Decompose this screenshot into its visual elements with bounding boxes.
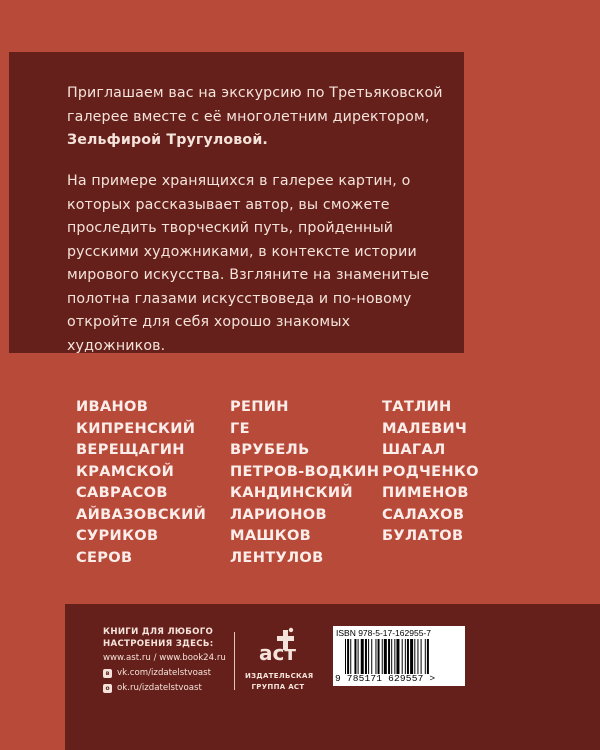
ast-logo	[245, 626, 314, 692]
barcode-bar	[375, 639, 376, 674]
artist-name: РОДЧЕНКО	[382, 462, 479, 480]
barcode-bar	[405, 639, 406, 674]
barcode-bar	[394, 639, 395, 674]
ast-logo-icon	[245, 626, 311, 666]
barcode-bar	[345, 639, 346, 674]
barcode-bar	[425, 639, 426, 674]
artist-name: ГЕ	[230, 419, 250, 437]
artist-name: ПИМЕНОВ	[382, 484, 469, 501]
ok-icon: о	[103, 684, 112, 693]
promo-title-line-1: КНИГИ ДЛЯ ЛЮБОГО	[103, 627, 214, 637]
artist-name: СУРИКОВ	[76, 527, 159, 544]
barcode-bars	[345, 639, 457, 674]
artist-name: МАЛЕВИЧ	[382, 419, 468, 437]
artist-name: ИВАНОВ	[76, 398, 149, 415]
websites-link[interactable]: www.ast.ru / www.book24.ru	[103, 653, 226, 663]
barcode-bar	[378, 639, 380, 674]
artist-column-3	[382, 396, 479, 547]
artist-column-1	[76, 396, 206, 568]
barcode-bar	[358, 639, 359, 674]
barcode-bar	[354, 639, 356, 674]
artist-name: ВРУБЕЛЬ	[230, 441, 310, 458]
barcode-bar	[350, 639, 351, 674]
publisher-name-line-2: ГРУППА АСТ	[251, 683, 305, 691]
promo-title-line-2: НАСТРОЕНИЯ ЗДЕСЬ:	[103, 638, 214, 649]
artist-name: ШАГАЛ	[382, 441, 446, 458]
barcode-bar	[427, 639, 429, 674]
barcode-bar	[391, 639, 392, 674]
artist-name: БУЛАТОВ	[382, 527, 464, 544]
artist-name: САВРАСОВ	[76, 484, 168, 501]
vk-icon: в	[103, 669, 112, 678]
intro-paragraph	[67, 82, 447, 153]
artist-name: КРАМСКОЙ	[76, 462, 175, 480]
barcode-bar	[402, 639, 403, 674]
barcode-bar	[361, 639, 364, 674]
barcode	[333, 626, 465, 686]
footer-divider	[234, 632, 235, 690]
promo-block	[103, 627, 226, 695]
barcode-bar	[371, 639, 372, 674]
barcode-bar	[347, 639, 349, 674]
artist-name: МАШКОВ	[230, 527, 312, 544]
isbn-label: ISBN 978-5-17-162955-7	[336, 628, 431, 638]
artist-name: САЛАХОВ	[382, 505, 465, 523]
ok-link[interactable]	[103, 682, 226, 695]
artist-name: КИПРЕНСКИЙ	[76, 419, 196, 437]
artist-name: ВЕРЕЩАГИН	[76, 441, 185, 458]
artist-column-2	[230, 396, 379, 568]
description-paragraph: На примере хранящихся в галерее картин, о которых рассказывает автор, вы сможете проследить творческий путь, пройденный русскими художниками, в контексте истории мирового искусства. Взгляните на знаменитые полотна глазами искусствоведа и по-новому откройте для себя хорошо знакомых художников.	[67, 173, 430, 354]
barcode-bar	[396, 639, 399, 674]
artist-name: АЙВАЗОВСКИЙ	[76, 505, 207, 523]
ok-link-text: ok.ru/izdatelstvoast	[117, 683, 202, 693]
vk-link-text: vk.com/izdatelstvoast	[117, 668, 212, 678]
artist-name: КАНДИНСКИЙ	[230, 484, 353, 501]
barcode-bar	[388, 639, 390, 674]
artist-name: ЛЕНТУЛОВ	[230, 548, 324, 566]
publisher-name-line-1: ИЗДАТЕЛЬСКАЯ	[245, 672, 314, 680]
barcode-digits: 9 785171 629557 >	[335, 673, 436, 684]
artist-name: ТАТЛИН	[382, 398, 452, 415]
barcode-bar	[421, 639, 422, 674]
barcode-bar	[410, 639, 413, 674]
artist-name: РЕПИН	[230, 398, 289, 415]
artist-name: ПЕТРОВ-ВОДКИН	[230, 462, 380, 480]
director-name: Зельфирой Тругуловой.	[67, 132, 268, 148]
artist-name: ЛАРИОНОВ	[230, 505, 327, 523]
vk-link[interactable]	[103, 667, 226, 680]
barcode-bar	[384, 639, 387, 674]
barcode-bar	[382, 639, 383, 674]
barcode-bar	[414, 639, 415, 674]
barcode-bar	[365, 639, 367, 674]
artist-name: СЕРОВ	[76, 548, 133, 566]
logo-wordmark: аст	[259, 641, 296, 665]
barcode-bar	[407, 639, 409, 674]
barcode-bar	[417, 639, 418, 674]
intro-text: Приглашаем вас на экскурсию по Третьяковской галерее вместе с её многолетним директором,	[67, 85, 443, 125]
barcode-bar	[368, 639, 369, 674]
